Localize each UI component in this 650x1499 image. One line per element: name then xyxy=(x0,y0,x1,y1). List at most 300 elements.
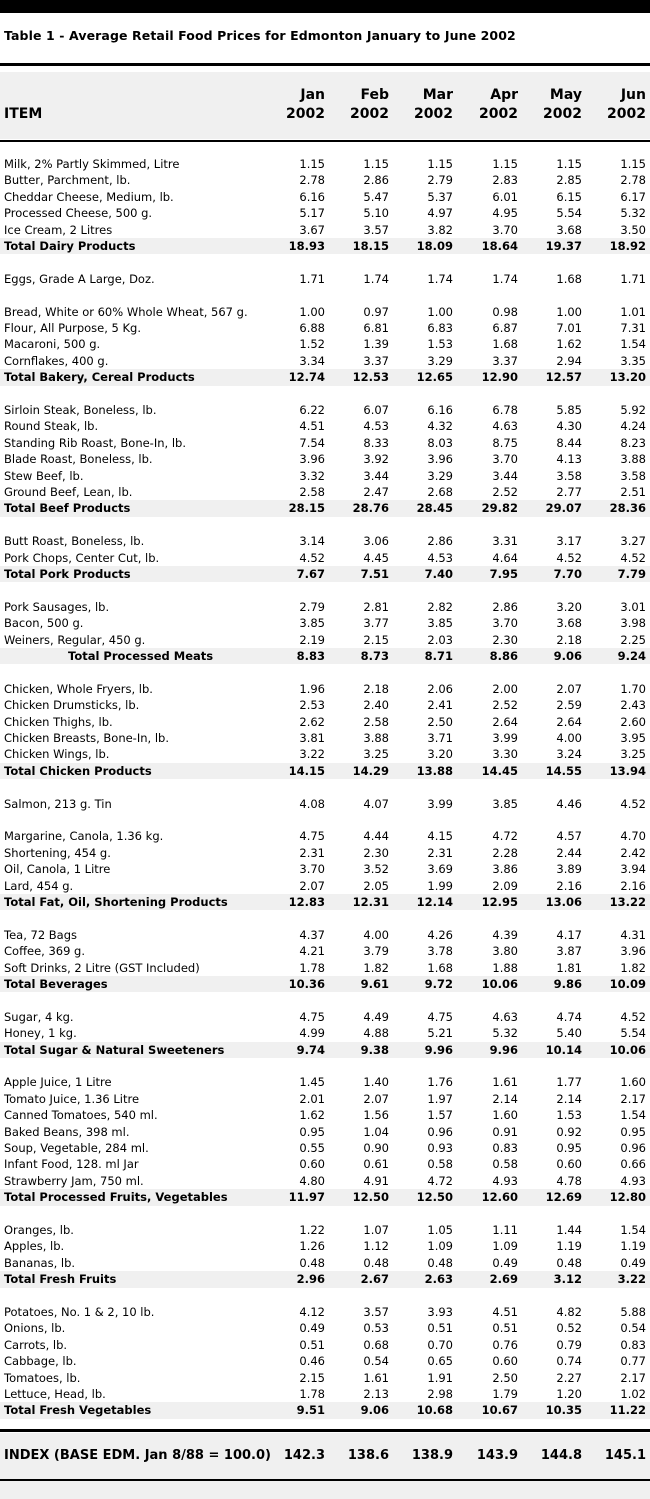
price-cell-may: 7.01 xyxy=(556,321,582,335)
total-row xyxy=(0,500,650,516)
price-cell-jun: 3.35 xyxy=(620,353,646,368)
price-cell-apr: 18.64 xyxy=(481,239,518,253)
item-name: Cornflakes, 400 g. xyxy=(4,353,109,368)
table-row xyxy=(0,222,650,238)
price-cell-feb: 0.90 xyxy=(363,1141,389,1155)
price-cell-apr: 2.83 xyxy=(492,173,518,188)
price-cell-may: 3.89 xyxy=(556,862,582,877)
table-row xyxy=(0,599,650,615)
price-cell-may: 12.57 xyxy=(545,370,582,385)
price-cell-may: 3.87 xyxy=(556,944,582,959)
price-cell-apr: 12.90 xyxy=(481,370,518,385)
price-cell-may: 6.15 xyxy=(556,189,582,204)
price-cell-jun: 4.52 xyxy=(620,550,646,565)
price-cell-feb: 2.40 xyxy=(363,698,389,713)
price-cell-mar: 5.37 xyxy=(427,189,453,204)
price-cell-jan: 2.58 xyxy=(299,485,325,499)
item-name: Carrots, lb. xyxy=(4,1337,68,1352)
column-header-year: 2002 xyxy=(350,106,389,122)
price-cell-feb: 8.33 xyxy=(363,435,389,450)
price-cell-mar: 8.71 xyxy=(424,649,453,663)
price-cell-apr: 0.83 xyxy=(492,1141,518,1155)
table-row xyxy=(0,1009,650,1025)
price-cell-mar: 1.76 xyxy=(427,1075,453,1090)
column-header-year: 2002 xyxy=(414,106,453,122)
price-cell-jun: 2.51 xyxy=(620,485,646,499)
price-cell-jun: 3.27 xyxy=(620,534,646,549)
price-cell-jun: 2.16 xyxy=(620,878,646,893)
price-cell-jan: 0.48 xyxy=(299,1255,325,1270)
table-row xyxy=(0,1337,650,1353)
price-cell-mar: 3.20 xyxy=(427,747,453,762)
price-cell-feb: 2.05 xyxy=(363,878,389,893)
price-cell-feb: 0.53 xyxy=(363,1321,389,1336)
price-cell-jun: 4.31 xyxy=(620,927,646,942)
price-cell-feb: 1.82 xyxy=(363,960,389,975)
price-cell-may: 4.52 xyxy=(556,550,582,565)
price-cell-jun: 1.54 xyxy=(620,337,646,352)
item-name: Bread, White or 60% Whole Wheat, 567 g. xyxy=(4,304,248,319)
price-cell-feb: 4.07 xyxy=(363,796,389,811)
price-cell-mar: 0.51 xyxy=(427,1321,453,1336)
item-name: Total Chicken Products xyxy=(4,763,152,778)
price-cell-may: 2.27 xyxy=(556,1370,582,1385)
price-cell-may: 0.92 xyxy=(556,1124,582,1139)
column-header-month: Apr xyxy=(490,87,518,103)
price-cell-may: 5.40 xyxy=(556,1026,582,1041)
column-header-month: Feb xyxy=(360,87,389,103)
item-name: Sirloin Steak, Boneless, lb. xyxy=(4,403,157,417)
price-cell-may: 4.13 xyxy=(556,452,582,467)
item-name: Ground Beef, Lean, lb. xyxy=(4,485,133,499)
total-row xyxy=(0,648,650,664)
price-cell-may: 1.19 xyxy=(556,1239,582,1254)
price-cell-jun: 0.96 xyxy=(620,1141,646,1155)
price-cell-may: 3.24 xyxy=(556,747,582,762)
price-cell-feb: 2.81 xyxy=(363,599,389,614)
index-value-may: 144.8 xyxy=(540,1448,582,1463)
price-cell-may: 8.44 xyxy=(556,435,582,450)
price-cell-jan: 14.15 xyxy=(288,763,325,778)
price-cell-apr: 3.44 xyxy=(492,468,518,483)
price-cell-jun: 2.17 xyxy=(620,1370,646,1385)
item-name: Standing Rib Roast, Bone-In, lb. xyxy=(4,435,186,450)
price-cell-apr: 2.69 xyxy=(489,1272,518,1287)
item-name: Infant Food, 128. ml Jar xyxy=(4,1157,139,1172)
price-cell-jun: 4.93 xyxy=(620,1173,646,1188)
price-cell-apr: 6.87 xyxy=(492,321,518,335)
price-cell-apr: 0.91 xyxy=(492,1124,518,1139)
price-cell-jan: 1.26 xyxy=(299,1239,325,1254)
item-name: Oil, Canola, 1 Litre xyxy=(4,862,111,877)
price-cell-mar: 1.91 xyxy=(427,1370,453,1385)
column-header-feb xyxy=(329,86,389,124)
price-cell-mar: 18.09 xyxy=(416,239,453,253)
price-cell-jun: 3.22 xyxy=(617,1272,646,1287)
price-cell-jun: 18.92 xyxy=(609,239,646,253)
price-cell-feb: 9.06 xyxy=(360,1403,389,1418)
price-cell-feb: 3.44 xyxy=(363,468,389,483)
price-cell-feb: 18.15 xyxy=(352,239,389,253)
price-cell-jun: 0.77 xyxy=(620,1354,646,1369)
item-name: Chicken Drumsticks, lb. xyxy=(4,698,140,713)
price-cell-feb: 4.44 xyxy=(363,829,389,844)
price-cell-jun: 0.49 xyxy=(620,1255,646,1270)
total-row xyxy=(0,238,650,254)
price-cell-may: 0.48 xyxy=(556,1255,582,1270)
price-cell-jun: 1.71 xyxy=(620,271,646,286)
table-row xyxy=(0,615,650,631)
price-cell-jun: 3.88 xyxy=(620,452,646,467)
price-cell-feb: 6.07 xyxy=(363,403,389,417)
price-cell-jan: 1.78 xyxy=(299,1387,325,1401)
price-cell-jun: 1.60 xyxy=(620,1075,646,1090)
price-cell-apr: 0.51 xyxy=(492,1321,518,1336)
price-cell-apr: 29.82 xyxy=(481,501,518,516)
item-name: Onions, lb. xyxy=(4,1321,66,1336)
price-cell-jan: 1.15 xyxy=(299,157,325,171)
price-cell-jan: 4.80 xyxy=(299,1173,325,1188)
price-cell-apr: 3.37 xyxy=(492,353,518,368)
index-row xyxy=(0,1433,650,1479)
price-cell-apr: 8.75 xyxy=(492,435,518,450)
price-cell-jun: 3.01 xyxy=(620,599,646,614)
price-cell-mar: 12.50 xyxy=(416,1190,453,1205)
item-name: Macaroni, 500 g. xyxy=(4,337,101,352)
price-cell-jan: 2.01 xyxy=(299,1091,325,1106)
price-cell-may: 1.00 xyxy=(556,304,582,319)
price-cell-jan: 2.78 xyxy=(299,173,325,188)
price-cell-jun: 7.31 xyxy=(620,321,646,335)
total-row xyxy=(0,1271,650,1287)
price-cell-apr: 6.01 xyxy=(492,189,518,204)
table-row xyxy=(0,550,650,566)
price-cell-mar: 1.05 xyxy=(427,1223,453,1237)
price-cell-mar: 10.68 xyxy=(416,1403,453,1418)
price-cell-apr: 2.28 xyxy=(492,845,518,860)
price-cell-jan: 2.15 xyxy=(299,1370,325,1385)
price-cell-may: 19.37 xyxy=(545,239,582,253)
price-cell-may: 4.74 xyxy=(556,1009,582,1024)
item-name: Pork Sausages, lb. xyxy=(4,599,110,614)
price-cell-may: 3.58 xyxy=(556,468,582,483)
price-cell-apr: 1.79 xyxy=(492,1387,518,1401)
price-cell-may: 2.44 xyxy=(556,845,582,860)
price-cell-mar: 12.14 xyxy=(416,895,453,909)
price-cell-mar: 5.21 xyxy=(427,1026,453,1041)
price-cell-jan: 4.21 xyxy=(299,944,325,959)
price-cell-jun: 4.24 xyxy=(620,419,646,434)
table-row xyxy=(0,1353,650,1369)
price-cell-may: 2.18 xyxy=(556,632,582,647)
table-row xyxy=(0,1025,650,1041)
price-cell-mar: 1.99 xyxy=(427,878,453,893)
total-row xyxy=(0,369,650,385)
item-name: Strawberry Jam, 750 ml. xyxy=(4,1173,144,1188)
price-cell-mar: 1.74 xyxy=(427,271,453,286)
price-cell-jan: 6.16 xyxy=(299,189,325,204)
price-cell-mar: 2.31 xyxy=(427,845,453,860)
price-cell-jun: 28.36 xyxy=(609,501,646,516)
price-cell-jun: 10.06 xyxy=(609,1042,646,1057)
item-name: Total Beverages xyxy=(4,977,108,991)
table-row xyxy=(0,353,650,369)
price-cell-jan: 1.00 xyxy=(299,304,325,319)
price-cell-apr: 0.60 xyxy=(492,1354,518,1369)
item-name: Sugar, 4 kg. xyxy=(4,1009,74,1024)
price-cell-feb: 3.25 xyxy=(363,747,389,762)
price-cell-may: 2.07 xyxy=(556,681,582,696)
price-cell-may: 0.60 xyxy=(556,1157,582,1172)
price-cell-jan: 8.83 xyxy=(296,649,325,663)
price-cell-apr: 3.85 xyxy=(492,796,518,811)
column-header-apr xyxy=(458,86,518,124)
price-cell-jan: 1.52 xyxy=(299,337,325,352)
price-cell-apr: 4.64 xyxy=(492,550,518,565)
item-name: Total Bakery, Cereal Products xyxy=(4,370,195,385)
price-cell-may: 4.46 xyxy=(556,796,582,811)
table-row xyxy=(0,697,650,713)
price-cell-apr: 2.09 xyxy=(492,878,518,893)
price-cell-may: 2.59 xyxy=(556,698,582,713)
price-cell-jun: 6.17 xyxy=(620,189,646,204)
price-cell-jan: 5.17 xyxy=(299,206,325,221)
item-name: Lettuce, Head, lb. xyxy=(4,1387,106,1401)
price-cell-mar: 13.88 xyxy=(416,763,453,778)
price-cell-apr: 7.95 xyxy=(489,567,518,581)
price-cell-mar: 2.03 xyxy=(427,632,453,647)
price-cell-feb: 2.58 xyxy=(363,714,389,729)
item-name: Margarine, Canola, 1.36 kg. xyxy=(4,829,164,844)
price-cell-jan: 4.37 xyxy=(299,927,325,942)
column-header-month: Jun xyxy=(620,87,646,103)
price-cell-jun: 13.94 xyxy=(609,763,646,778)
price-cell-apr: 8.86 xyxy=(489,649,518,663)
table-header xyxy=(0,72,650,139)
item-name: Bacon, 500 g. xyxy=(4,616,84,631)
table-row xyxy=(0,172,650,188)
price-cell-may: 10.35 xyxy=(545,1403,582,1418)
price-cell-may: 1.20 xyxy=(556,1387,582,1401)
price-cell-jan: 3.96 xyxy=(299,452,325,467)
price-cell-jan: 4.08 xyxy=(299,796,325,811)
price-cell-jun: 8.23 xyxy=(620,435,646,450)
table-row xyxy=(0,681,650,697)
price-cell-apr: 1.88 xyxy=(492,960,518,975)
table-row xyxy=(0,320,650,336)
item-name: Canned Tomatoes, 540 ml. xyxy=(4,1108,158,1123)
price-cell-mar: 1.97 xyxy=(427,1091,453,1106)
item-name: Chicken Thighs, lb. xyxy=(4,714,113,729)
price-cell-mar: 3.69 xyxy=(427,862,453,877)
item-name: Bananas, lb. xyxy=(4,1255,76,1270)
price-cell-may: 5.85 xyxy=(556,403,582,417)
price-cell-apr: 1.60 xyxy=(492,1108,518,1123)
price-cell-apr: 4.95 xyxy=(492,206,518,221)
price-cell-feb: 3.88 xyxy=(363,731,389,745)
table-row xyxy=(0,271,650,287)
price-cell-jun: 1.54 xyxy=(620,1223,646,1237)
price-cell-jan: 2.53 xyxy=(299,698,325,713)
table-row xyxy=(0,205,650,221)
price-cell-may: 4.57 xyxy=(556,829,582,844)
price-cell-mar: 3.71 xyxy=(427,731,453,745)
price-cell-jan: 2.79 xyxy=(299,599,325,614)
item-name: Eggs, Grade A Large, Doz. xyxy=(4,271,155,286)
price-cell-apr: 4.51 xyxy=(492,1305,518,1319)
price-cell-mar: 0.48 xyxy=(427,1255,453,1270)
table-row xyxy=(0,156,650,172)
table-row xyxy=(0,1074,650,1090)
price-cell-may: 1.15 xyxy=(556,157,582,171)
price-cell-apr: 4.39 xyxy=(492,927,518,942)
table-row xyxy=(0,1124,650,1140)
price-cell-feb: 1.04 xyxy=(363,1124,389,1139)
item-name: Coffee, 369 g. xyxy=(4,944,86,959)
total-row xyxy=(0,566,650,582)
item-name: Lard, 454 g. xyxy=(4,878,74,893)
price-cell-mar: 1.53 xyxy=(427,337,453,352)
table-row xyxy=(0,1320,650,1336)
total-row xyxy=(0,1189,650,1205)
price-cell-feb: 1.39 xyxy=(363,337,389,352)
price-cell-apr: 3.70 xyxy=(492,452,518,467)
table-row xyxy=(0,1370,650,1386)
table-row xyxy=(0,828,650,844)
price-cell-jun: 2.25 xyxy=(620,632,646,647)
table-row xyxy=(0,304,650,320)
price-cell-apr: 14.45 xyxy=(481,763,518,778)
table-row xyxy=(0,1304,650,1320)
price-cell-jun: 3.58 xyxy=(620,468,646,483)
price-cell-apr: 1.09 xyxy=(492,1239,518,1254)
price-cell-feb: 3.79 xyxy=(363,944,389,959)
price-cell-jan: 4.12 xyxy=(299,1305,325,1319)
price-cell-may: 3.68 xyxy=(556,222,582,237)
price-cell-may: 1.77 xyxy=(556,1075,582,1090)
price-cell-apr: 2.00 xyxy=(492,681,518,696)
price-cell-apr: 3.70 xyxy=(492,616,518,631)
index-value-jan: 142.3 xyxy=(283,1448,325,1463)
price-cell-apr: 1.11 xyxy=(492,1223,518,1237)
table-row xyxy=(0,632,650,648)
price-cell-jan: 9.74 xyxy=(296,1042,325,1057)
table-row xyxy=(0,402,650,418)
price-cell-jun: 4.70 xyxy=(620,829,646,844)
price-cell-jun: 1.01 xyxy=(620,304,646,319)
price-cell-jan: 3.14 xyxy=(299,534,325,549)
price-cell-mar: 0.96 xyxy=(427,1124,453,1139)
price-cell-mar: 0.65 xyxy=(427,1354,453,1369)
price-cell-mar: 28.45 xyxy=(416,501,453,516)
price-cell-apr: 6.78 xyxy=(492,403,518,417)
price-cell-jan: 4.99 xyxy=(299,1026,325,1041)
item-name: Total Processed Meats xyxy=(68,649,214,663)
price-cell-jun: 3.95 xyxy=(620,731,646,745)
price-cell-jun: 0.83 xyxy=(620,1337,646,1352)
price-cell-mar: 4.53 xyxy=(427,550,453,565)
price-cell-jun: 1.70 xyxy=(620,681,646,696)
price-cell-apr: 1.68 xyxy=(492,337,518,352)
price-cell-mar: 8.03 xyxy=(427,435,453,450)
price-cell-feb: 1.40 xyxy=(363,1075,389,1090)
price-cell-may: 1.68 xyxy=(556,271,582,286)
table-row xyxy=(0,336,650,352)
price-cell-feb: 0.54 xyxy=(363,1354,389,1369)
item-name: Chicken Breasts, Bone-In, lb. xyxy=(4,731,169,745)
table-row xyxy=(0,1107,650,1123)
price-cell-apr: 4.63 xyxy=(492,1009,518,1024)
price-cell-jan: 4.51 xyxy=(299,419,325,434)
price-cell-mar: 4.26 xyxy=(427,927,453,942)
index-top-rule xyxy=(0,1429,650,1432)
price-cell-jun: 3.50 xyxy=(620,222,646,237)
price-cell-jan: 28.15 xyxy=(288,501,325,516)
price-cell-mar: 4.72 xyxy=(427,1173,453,1188)
item-name: Chicken, Whole Fryers, lb. xyxy=(4,681,153,696)
price-cell-apr: 0.58 xyxy=(492,1157,518,1172)
price-cell-may: 9.86 xyxy=(553,977,582,991)
price-cell-may: 1.53 xyxy=(556,1108,582,1123)
column-header-year: 2002 xyxy=(543,106,582,122)
table-title: Table 1 - Average Retail Food Prices for Edmonton January to June 2002 xyxy=(4,28,516,43)
price-cell-apr: 1.15 xyxy=(492,157,518,171)
price-cell-mar: 3.29 xyxy=(427,353,453,368)
table-row xyxy=(0,189,650,205)
price-cell-may: 5.54 xyxy=(556,206,582,221)
table-row xyxy=(0,746,650,762)
column-header-year: 2002 xyxy=(479,106,518,122)
price-cell-jan: 3.70 xyxy=(299,862,325,877)
price-cell-jun: 5.54 xyxy=(620,1026,646,1041)
price-cell-jun: 3.94 xyxy=(620,862,646,877)
price-cell-jan: 0.55 xyxy=(299,1141,325,1155)
price-cell-jun: 4.52 xyxy=(620,796,646,811)
table-row xyxy=(0,861,650,877)
price-cell-apr: 2.50 xyxy=(492,1370,518,1385)
price-cell-feb: 1.74 xyxy=(363,271,389,286)
price-cell-jan: 12.83 xyxy=(288,895,325,909)
price-cell-feb: 3.57 xyxy=(363,1305,389,1319)
price-cell-feb: 1.61 xyxy=(363,1370,389,1385)
price-cell-apr: 3.70 xyxy=(492,222,518,237)
price-cell-may: 4.30 xyxy=(556,419,582,434)
table-row xyxy=(0,418,650,434)
price-cell-may: 10.14 xyxy=(545,1042,582,1057)
price-cell-jan: 1.71 xyxy=(299,271,325,286)
price-cell-feb: 9.61 xyxy=(360,977,389,991)
price-cell-apr: 1.74 xyxy=(492,271,518,286)
price-cell-may: 4.00 xyxy=(556,731,582,745)
price-cell-jun: 7.79 xyxy=(617,567,646,581)
price-cell-feb: 2.67 xyxy=(360,1272,389,1287)
price-cell-may: 1.62 xyxy=(556,337,582,352)
price-cell-jan: 3.85 xyxy=(299,616,325,631)
column-header-month: Mar xyxy=(422,87,453,103)
table-row xyxy=(0,714,650,730)
price-cell-feb: 0.97 xyxy=(363,304,389,319)
price-cell-jan: 1.22 xyxy=(299,1223,325,1237)
price-cell-apr: 0.49 xyxy=(492,1255,518,1270)
table-row xyxy=(0,796,650,812)
price-cell-apr: 2.30 xyxy=(492,632,518,647)
price-cell-jan: 3.34 xyxy=(299,353,325,368)
price-cell-may: 1.81 xyxy=(556,960,582,975)
price-cell-feb: 4.91 xyxy=(363,1173,389,1188)
item-name: Tomato Juice, 1.36 Litre xyxy=(4,1091,140,1106)
price-cell-jan: 4.75 xyxy=(299,1009,325,1024)
item-name: Weiners, Regular, 450 g. xyxy=(4,632,146,647)
